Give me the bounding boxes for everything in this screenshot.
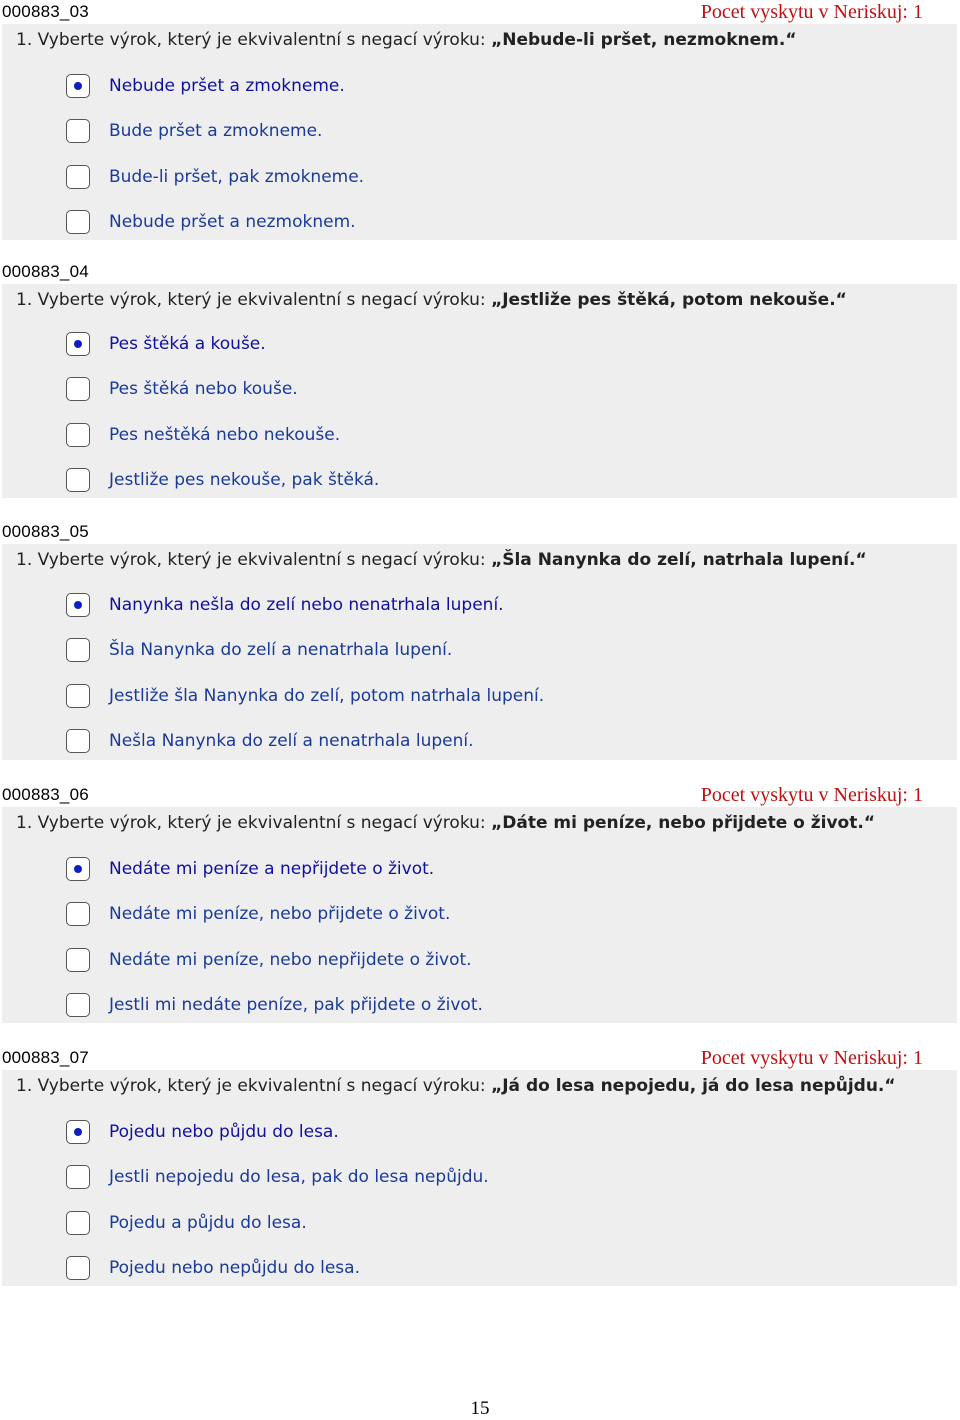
checkbox[interactable] xyxy=(66,1211,90,1235)
question-prompt: 1. Vyberte výrok, který je ekvivalentní s negací výroku: xyxy=(16,813,492,833)
selected-dot-icon xyxy=(74,82,82,90)
question-id: 000883_06 xyxy=(2,785,89,804)
answer-option[interactable] xyxy=(66,684,766,712)
answer-option[interactable] xyxy=(66,332,766,360)
answer-label: Šla Nanynka do zelí a nenatrhala lupení. xyxy=(109,640,453,660)
answer-option[interactable] xyxy=(66,1256,766,1284)
selected-dot-icon xyxy=(74,601,82,609)
answer-option[interactable] xyxy=(66,1120,766,1148)
answer-label: Pojedu nebo nepůjdu do lesa. xyxy=(109,1258,360,1278)
question-prompt: 1. Vyberte výrok, který je ekvivalentní s negací výroku: xyxy=(16,290,492,310)
page-number: 15 xyxy=(470,1398,490,1419)
checkbox[interactable] xyxy=(66,332,90,356)
answer-option[interactable] xyxy=(66,857,766,885)
checkbox[interactable] xyxy=(66,423,90,447)
answer-option[interactable] xyxy=(66,593,766,621)
question-panel xyxy=(2,24,957,240)
answer-label: Jestli nepojedu do lesa, pak do lesa nepůjdu. xyxy=(109,1167,489,1187)
answer-label: Nedáte mi peníze a nepřijdete o život. xyxy=(109,859,435,879)
question-panel xyxy=(2,284,957,498)
question-text xyxy=(16,1076,896,1096)
question-text xyxy=(16,813,875,833)
answer-label: Nanynka nešla do zelí nebo nenatrhala lupení. xyxy=(109,595,504,615)
question-header xyxy=(0,520,960,544)
answer-option[interactable] xyxy=(66,729,766,757)
checkbox[interactable] xyxy=(66,1165,90,1189)
answer-label: Jestli mi nedáte peníze, pak přijdete o život. xyxy=(109,995,483,1015)
occurrence-count: Pocet vyskytu v Neriskuj: 1 xyxy=(700,784,923,806)
answer-option[interactable] xyxy=(66,423,766,451)
question-header xyxy=(0,1046,960,1070)
selected-dot-icon xyxy=(74,340,82,348)
checkbox[interactable] xyxy=(66,638,90,662)
answer-option[interactable] xyxy=(66,210,766,238)
checkbox[interactable] xyxy=(66,165,90,189)
checkbox[interactable] xyxy=(66,902,90,926)
question-panel xyxy=(2,544,957,760)
answer-label: Nebude pršet a nezmoknem. xyxy=(109,212,356,232)
question-quote: „Já do lesa nepojedu, já do lesa nepůjdu.“ xyxy=(491,1076,896,1096)
answer-option[interactable] xyxy=(66,74,766,102)
answer-label: Bude pršet a zmokneme. xyxy=(109,121,323,141)
checkbox[interactable] xyxy=(66,1120,90,1144)
answer-label: Jestliže šla Nanynka do zelí, potom natrhala lupení. xyxy=(109,686,545,706)
answer-label: Pojedu a půjdu do lesa. xyxy=(109,1213,307,1233)
answer-label: Nebude pršet a zmokneme. xyxy=(109,76,345,96)
answer-option[interactable] xyxy=(66,377,766,405)
answer-label: Nedáte mi peníze, nebo přijdete o život. xyxy=(109,904,451,924)
question-quote: „Šla Nanynka do zelí, natrhala lupení.“ xyxy=(491,550,867,570)
question-header xyxy=(0,783,960,807)
answer-label: Pes štěká a kouše. xyxy=(109,334,266,354)
checkbox[interactable] xyxy=(66,74,90,98)
answer-option[interactable] xyxy=(66,119,766,147)
checkbox[interactable] xyxy=(66,948,90,972)
question-text xyxy=(16,290,847,310)
answer-option[interactable] xyxy=(66,165,766,193)
question-panel xyxy=(2,807,957,1023)
question-header xyxy=(0,0,960,24)
answer-option[interactable] xyxy=(66,993,766,1021)
question-quote: „Dáte mi peníze, nebo přijdete o život.“ xyxy=(491,813,875,833)
checkbox[interactable] xyxy=(66,119,90,143)
answer-label: Nedáte mi peníze, nebo nepřijdete o život. xyxy=(109,950,472,970)
checkbox[interactable] xyxy=(66,729,90,753)
question-header xyxy=(0,260,960,284)
checkbox[interactable] xyxy=(66,468,90,492)
question-id: 000883_04 xyxy=(2,262,89,281)
checkbox[interactable] xyxy=(66,684,90,708)
checkbox[interactable] xyxy=(66,1256,90,1280)
answer-option[interactable] xyxy=(66,1165,766,1193)
question-id: 000883_03 xyxy=(2,2,89,21)
selected-dot-icon xyxy=(74,865,82,873)
question-block xyxy=(0,0,960,240)
checkbox[interactable] xyxy=(66,377,90,401)
checkbox[interactable] xyxy=(66,993,90,1017)
occurrence-count: Pocet vyskytu v Neriskuj: 1 xyxy=(700,1047,923,1069)
question-text xyxy=(16,550,867,570)
question-prompt: 1. Vyberte výrok, který je ekvivalentní s negací výroku: xyxy=(16,1076,492,1096)
question-text xyxy=(16,30,797,50)
answer-label: Pes štěká nebo kouše. xyxy=(109,379,298,399)
answer-label: Nešla Nanynka do zelí a nenatrhala lupení. xyxy=(109,731,474,751)
question-prompt: 1. Vyberte výrok, který je ekvivalentní s negací výroku: xyxy=(16,30,492,50)
answer-option[interactable] xyxy=(66,638,766,666)
question-prompt: 1. Vyberte výrok, který je ekvivalentní s negací výroku: xyxy=(16,550,492,570)
question-block xyxy=(0,783,960,1023)
answer-label: Jestliže pes nekouše, pak štěká. xyxy=(109,470,380,490)
answer-option[interactable] xyxy=(66,1211,766,1239)
answer-option[interactable] xyxy=(66,902,766,930)
occurrence-count: Pocet vyskytu v Neriskuj: 1 xyxy=(700,1,923,23)
answer-label: Bude-li pršet, pak zmokneme. xyxy=(109,167,365,187)
question-id: 000883_05 xyxy=(2,522,89,541)
question-id: 000883_07 xyxy=(2,1048,89,1067)
answer-label: Pes neštěká nebo nekouše. xyxy=(109,425,341,445)
question-quote: „Jestliže pes štěká, potom nekouše.“ xyxy=(491,290,847,310)
answer-label: Pojedu nebo půjdu do lesa. xyxy=(109,1122,339,1142)
checkbox[interactable] xyxy=(66,857,90,881)
checkbox[interactable] xyxy=(66,210,90,234)
question-block xyxy=(0,520,960,760)
question-block xyxy=(0,260,960,498)
checkbox[interactable] xyxy=(66,593,90,617)
question-block xyxy=(0,1046,960,1286)
question-quote: „Nebude-li pršet, nezmoknem.“ xyxy=(491,30,797,50)
answer-option[interactable] xyxy=(66,468,766,496)
answer-option[interactable] xyxy=(66,948,766,976)
selected-dot-icon xyxy=(74,1128,82,1136)
question-panel xyxy=(2,1070,957,1286)
